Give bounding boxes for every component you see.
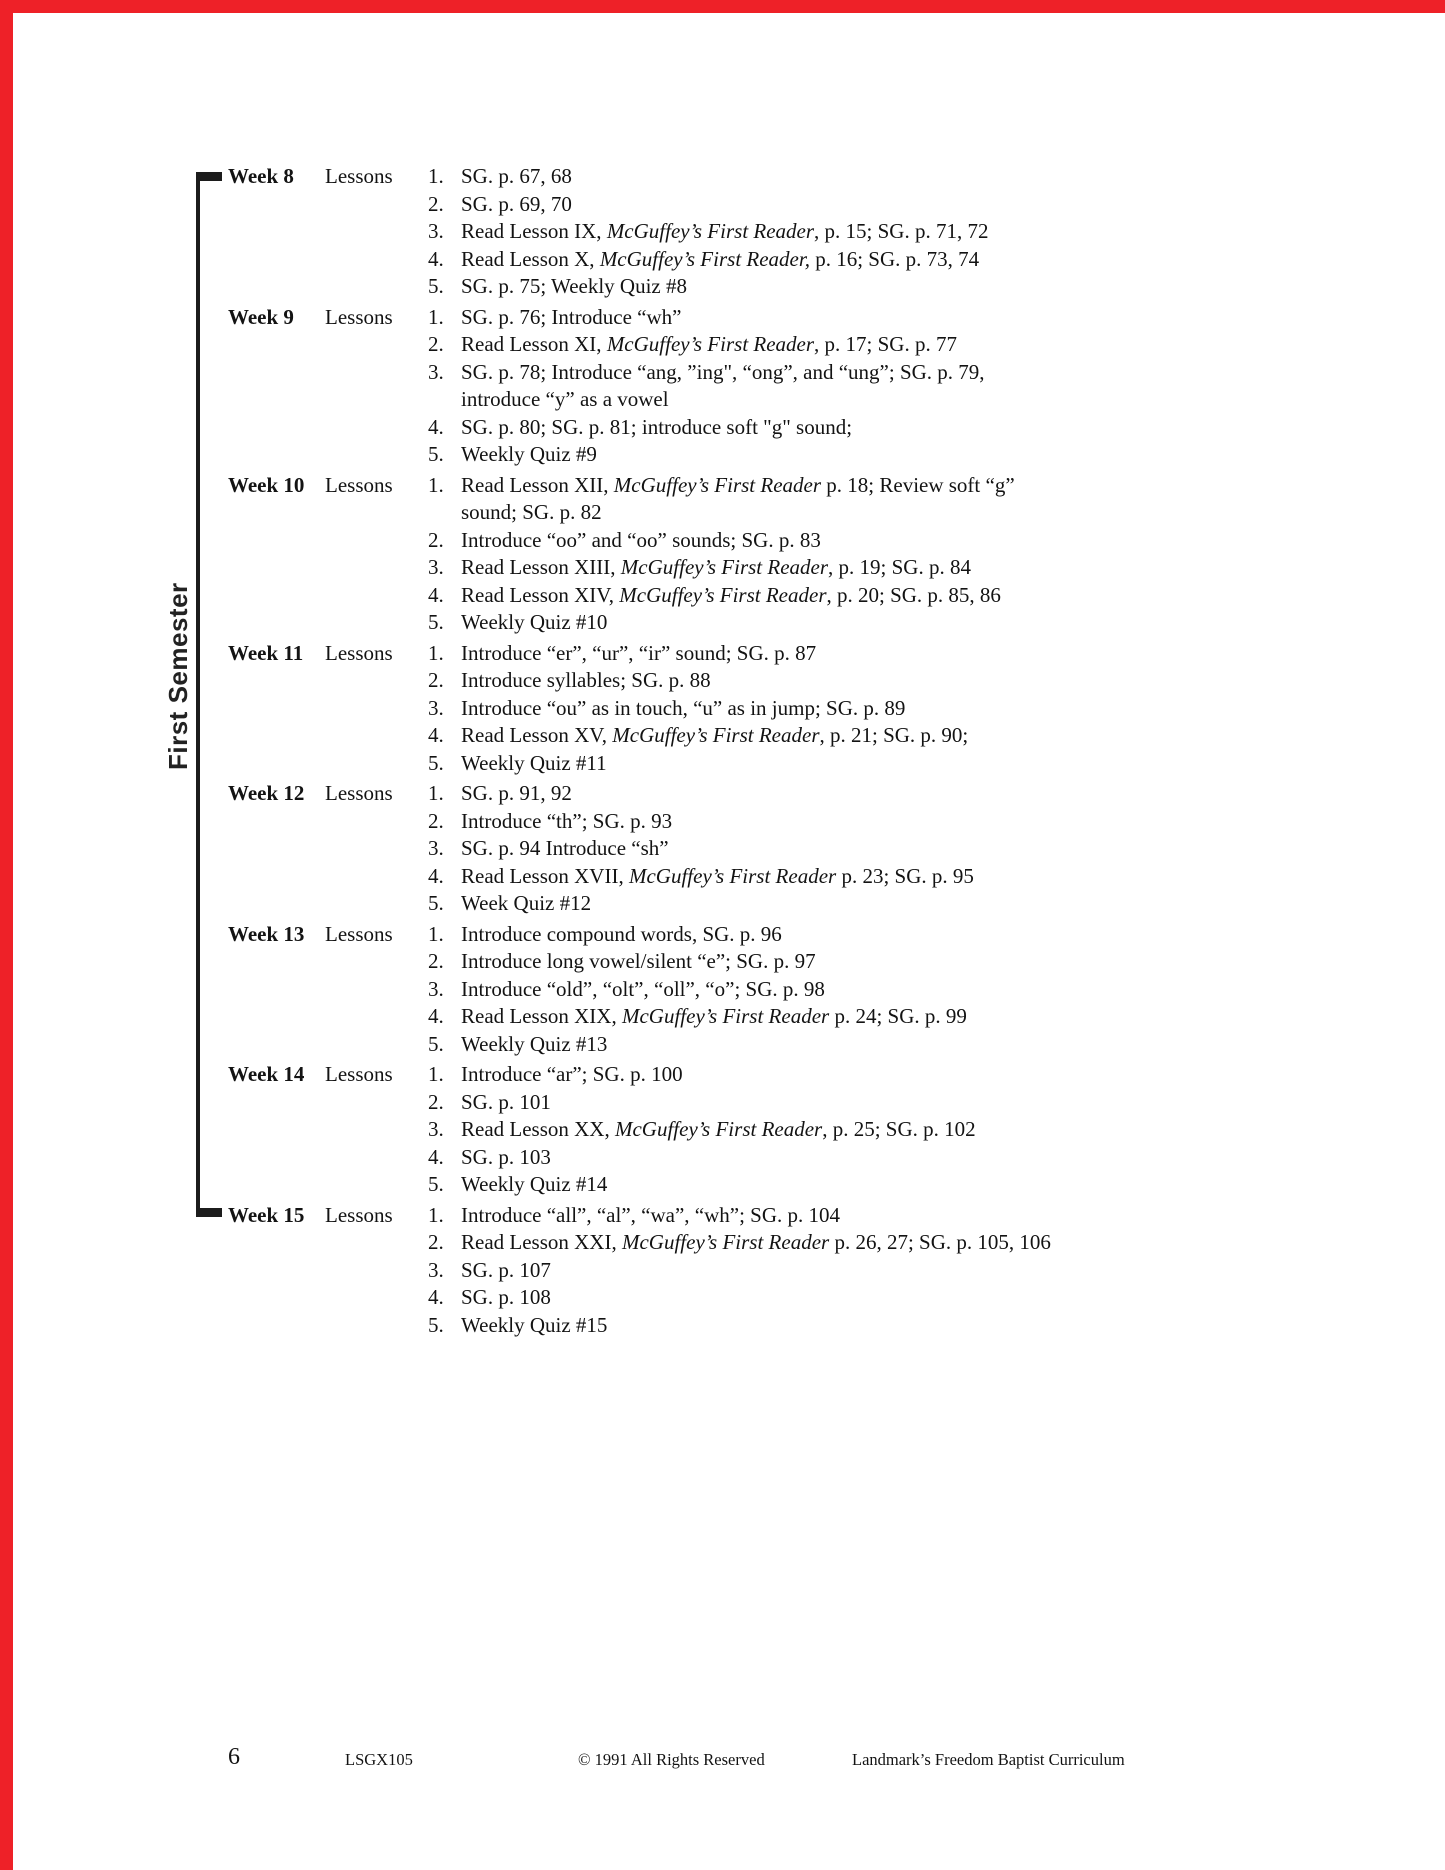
week-label: Week 13: [228, 921, 305, 946]
week-label: Week 14: [228, 1062, 305, 1086]
lesson-items: [428, 304, 1418, 469]
lesson-item: [428, 582, 1418, 610]
lesson-items: [428, 780, 1418, 918]
lesson-item-number: 4.: [428, 863, 444, 888]
lesson-item-number: 5.: [428, 1312, 444, 1337]
lesson-item-number: 4.: [428, 414, 444, 439]
lesson-item-number: 2.: [428, 808, 444, 833]
week-row: [228, 780, 1418, 918]
lesson-item-text: Read Lesson XVII, McGuffey’s First Reader p. 23; SG. p. 95: [461, 863, 974, 888]
lesson-item-text: SG. p. 101: [461, 1089, 551, 1114]
lesson-item-number: 1.: [428, 304, 444, 329]
lesson-item-text: SG. p. 107: [461, 1257, 551, 1282]
lesson-item-number: 2.: [428, 668, 444, 692]
lesson-item-text: Read Lesson XIX, McGuffey’s First Reader p. 24; SG. p. 99: [461, 1004, 967, 1028]
lessons-label: Lessons: [325, 781, 393, 805]
lesson-item: [428, 722, 1418, 750]
lesson-item-number: 1.: [428, 472, 444, 497]
lesson-item-number: 3.: [428, 1257, 444, 1282]
footer-copyright: © 1991 All Rights Reserved: [578, 1750, 765, 1769]
week-label: Week 8: [228, 164, 294, 188]
lesson-item-number: 4.: [428, 1004, 444, 1028]
week-row: [228, 304, 1418, 469]
lesson-item-number: 3.: [428, 219, 444, 243]
footer-publisher: Landmark’s Freedom Baptist Curriculum: [852, 1750, 1125, 1769]
semester-bracket-line: [196, 176, 200, 1217]
lesson-item: [428, 808, 1418, 836]
lesson-item-text: Introduce compound words, SG. p. 96: [461, 921, 782, 946]
week-row: [228, 163, 1418, 301]
lesson-item: [428, 218, 1418, 246]
lesson-item-number: 5.: [428, 1031, 444, 1056]
lesson-item: [428, 1171, 1418, 1199]
lesson-item: [428, 640, 1418, 668]
lesson-item-text: Weekly Quiz #15: [461, 1312, 608, 1337]
lesson-item-text: SG. p. 67, 68: [461, 164, 572, 188]
lesson-item-number: 3.: [428, 695, 444, 720]
lesson-item: [428, 948, 1418, 976]
lesson-item-text: Read Lesson X, McGuffey’s First Reader, p. 16; SG. p. 73, 74: [461, 246, 980, 271]
lesson-item-text: Read Lesson XV, McGuffey’s First Reader, p. 21; SG. p. 90;: [461, 723, 969, 747]
lesson-item: [428, 359, 1418, 414]
week-row: [228, 472, 1418, 637]
lesson-item: [428, 780, 1418, 808]
lesson-item-text: Introduce “er”, “ur”, “ir” sound; SG. p. 87: [461, 640, 817, 665]
lesson-item-text: SG. p. 80; SG. p. 81; introduce soft "g" sound;: [461, 414, 853, 439]
semester-bracket-bottom-tick: [196, 1208, 222, 1217]
lesson-item: [428, 1144, 1418, 1172]
footer-page-number: 6: [228, 1744, 240, 1770]
lesson-item-text: Introduce “old”, “olt”, “oll”, “o”; SG. p. 98: [461, 976, 825, 1001]
lesson-item: [428, 1257, 1418, 1285]
lesson-item-number: 1.: [428, 921, 444, 946]
lesson-item-text: SG. p. 76; Introduce “wh”: [461, 304, 682, 329]
semester-bracket-top-tick: [196, 172, 222, 181]
lesson-item-number: 1.: [428, 640, 444, 665]
lesson-item-number: 1.: [428, 1062, 444, 1086]
scan-red-edge-left: [0, 0, 13, 1870]
lesson-item-number: 4.: [428, 1144, 444, 1169]
lesson-item-number: 3.: [428, 976, 444, 1001]
lesson-item-number: 5.: [428, 610, 444, 634]
lesson-item-number: 2.: [428, 949, 444, 973]
lesson-item: [428, 304, 1418, 332]
lesson-items: [428, 472, 1418, 637]
weeks-list: [228, 163, 1418, 1342]
lesson-item: [428, 191, 1418, 219]
lesson-item-number: 3.: [428, 555, 444, 579]
lesson-item-text: Read Lesson XI, McGuffey’s First Reader, p. 17; SG. p. 77: [461, 332, 957, 356]
lesson-item: [428, 1202, 1418, 1230]
lesson-items: [428, 1061, 1418, 1199]
lesson-item: [428, 554, 1418, 582]
lesson-item: [428, 921, 1418, 949]
lesson-item-text: SG. p. 91, 92: [461, 781, 572, 805]
lesson-item: [428, 750, 1418, 778]
lesson-item-number: 4.: [428, 1285, 444, 1309]
lesson-item-number: 2.: [428, 1230, 444, 1254]
semester-label: First Semester: [163, 582, 193, 770]
lesson-item: [428, 976, 1418, 1004]
lesson-item-text: Introduce “ou” as in touch, “u” as in jump; SG. p. 89: [461, 695, 906, 720]
lesson-item-text: Introduce long vowel/silent “e”; SG. p. 97: [461, 949, 816, 973]
lesson-item-text: Weekly Quiz #14: [461, 1172, 608, 1196]
lesson-item-number: 4.: [428, 246, 444, 271]
lesson-item-text: SG. p. 75; Weekly Quiz #8: [461, 274, 687, 298]
lesson-items: [428, 163, 1418, 301]
lessons-label: Lessons: [325, 921, 393, 946]
lesson-item-number: 5.: [428, 750, 444, 775]
lesson-item: [428, 163, 1418, 191]
lesson-item: [428, 863, 1418, 891]
lesson-item-number: 4.: [428, 723, 444, 747]
lesson-item-number: 2.: [428, 191, 444, 216]
lesson-item-text: Weekly Quiz #10: [461, 610, 608, 634]
lesson-item-text: Introduce “all”, “al”, “wa”, “wh”; SG. p. 104: [461, 1202, 841, 1227]
lessons-label: Lessons: [325, 304, 393, 329]
lesson-item-number: 1.: [428, 164, 444, 188]
week-label: Week 12: [228, 781, 305, 805]
lesson-item-text: Week Quiz #12: [461, 891, 592, 915]
lesson-item: [428, 1312, 1418, 1340]
lesson-item-number: 1.: [428, 1202, 444, 1227]
scan-red-edge-top: [0, 0, 1445, 13]
lesson-item: [428, 527, 1418, 555]
lesson-item-text: SG. p. 103: [461, 1144, 551, 1169]
lesson-item-text: Weekly Quiz #13: [461, 1031, 608, 1056]
lesson-item-text: Introduce “oo” and “oo” sounds; SG. p. 83: [461, 527, 821, 552]
lessons-label: Lessons: [325, 472, 393, 497]
lesson-item: [428, 890, 1418, 918]
lesson-item-text: SG. p. 108: [461, 1285, 551, 1309]
week-row: [228, 1061, 1418, 1199]
lesson-item-text: SG. p. 69, 70: [461, 191, 572, 216]
lesson-item: [428, 1089, 1418, 1117]
lesson-item: [428, 331, 1418, 359]
lesson-item-text: Introduce syllables; SG. p. 88: [461, 668, 711, 692]
lesson-item-text: Read Lesson IX, McGuffey’s First Reader, p. 15; SG. p. 71, 72: [461, 219, 989, 243]
lesson-item: [428, 441, 1418, 469]
week-row: [228, 921, 1418, 1059]
lesson-item: [428, 835, 1418, 863]
lesson-item-number: 5.: [428, 891, 444, 915]
lesson-item-number: 3.: [428, 359, 444, 384]
lesson-item-number: 5.: [428, 1172, 444, 1196]
lesson-item: [428, 1284, 1418, 1312]
lesson-item-number: 5.: [428, 274, 444, 298]
week-row: [228, 640, 1418, 778]
lesson-item-text: SG. p. 78; Introduce “ang, ”ing", “ong”, and “ung”; SG. p. 79, introduce “y” as a vowel: [461, 359, 985, 411]
lesson-items: [428, 640, 1418, 778]
lesson-item-number: 4.: [428, 582, 444, 607]
lesson-item: [428, 414, 1418, 442]
lesson-item-text: Read Lesson XIII, McGuffey’s First Reader, p. 19; SG. p. 84: [461, 555, 971, 579]
lesson-item: [428, 667, 1418, 695]
lessons-label: Lessons: [325, 640, 393, 665]
lesson-item: [428, 1031, 1418, 1059]
lesson-item-number: 2.: [428, 1089, 444, 1114]
week-row: [228, 1202, 1418, 1340]
lesson-item: [428, 1061, 1418, 1089]
week-label: Week 15: [228, 1202, 305, 1227]
lesson-item: [428, 1229, 1418, 1257]
lesson-item: [428, 1116, 1418, 1144]
week-label: Week 9: [228, 304, 294, 329]
lessons-label: Lessons: [325, 164, 393, 188]
lessons-label: Lessons: [325, 1202, 393, 1227]
lesson-item-number: 3.: [428, 1117, 444, 1141]
lesson-item: [428, 1003, 1418, 1031]
lesson-item: [428, 472, 1418, 527]
lesson-items: [428, 1202, 1418, 1340]
lesson-item-number: 5.: [428, 442, 444, 466]
lesson-item: [428, 273, 1418, 301]
lesson-item-text: Weekly Quiz #11: [461, 750, 607, 775]
week-label: Week 10: [228, 472, 305, 497]
lesson-items: [428, 921, 1418, 1059]
lesson-item-text: Weekly Quiz #9: [461, 442, 597, 466]
footer-course-code: LSGX105: [345, 1750, 413, 1769]
lesson-item-number: 3.: [428, 836, 444, 860]
week-label: Week 11: [228, 640, 304, 665]
lesson-item: [428, 609, 1418, 637]
lesson-item-number: 2.: [428, 527, 444, 552]
lesson-item: [428, 695, 1418, 723]
lesson-item-text: SG. p. 94 Introduce “sh”: [461, 836, 669, 860]
lesson-item-text: Read Lesson XXI, McGuffey’s First Reader p. 26, 27; SG. p. 105, 106: [461, 1230, 1051, 1254]
lesson-item-text: Introduce “ar”; SG. p. 100: [461, 1062, 683, 1086]
lesson-item-text: Read Lesson XIV, McGuffey’s First Reader, p. 20; SG. p. 85, 86: [461, 582, 1001, 607]
lesson-item-text: Introduce “th”; SG. p. 93: [461, 808, 673, 833]
lessons-label: Lessons: [325, 1062, 393, 1086]
lesson-item-number: 2.: [428, 332, 444, 356]
lesson-item-text: Read Lesson XII, McGuffey’s First Reader p. 18; Review soft “g” sound; SG. p. 82: [461, 472, 1015, 524]
lesson-item-text: Read Lesson XX, McGuffey’s First Reader, p. 25; SG. p. 102: [461, 1117, 976, 1141]
lesson-item: [428, 246, 1418, 274]
lesson-item-number: 1.: [428, 781, 444, 805]
